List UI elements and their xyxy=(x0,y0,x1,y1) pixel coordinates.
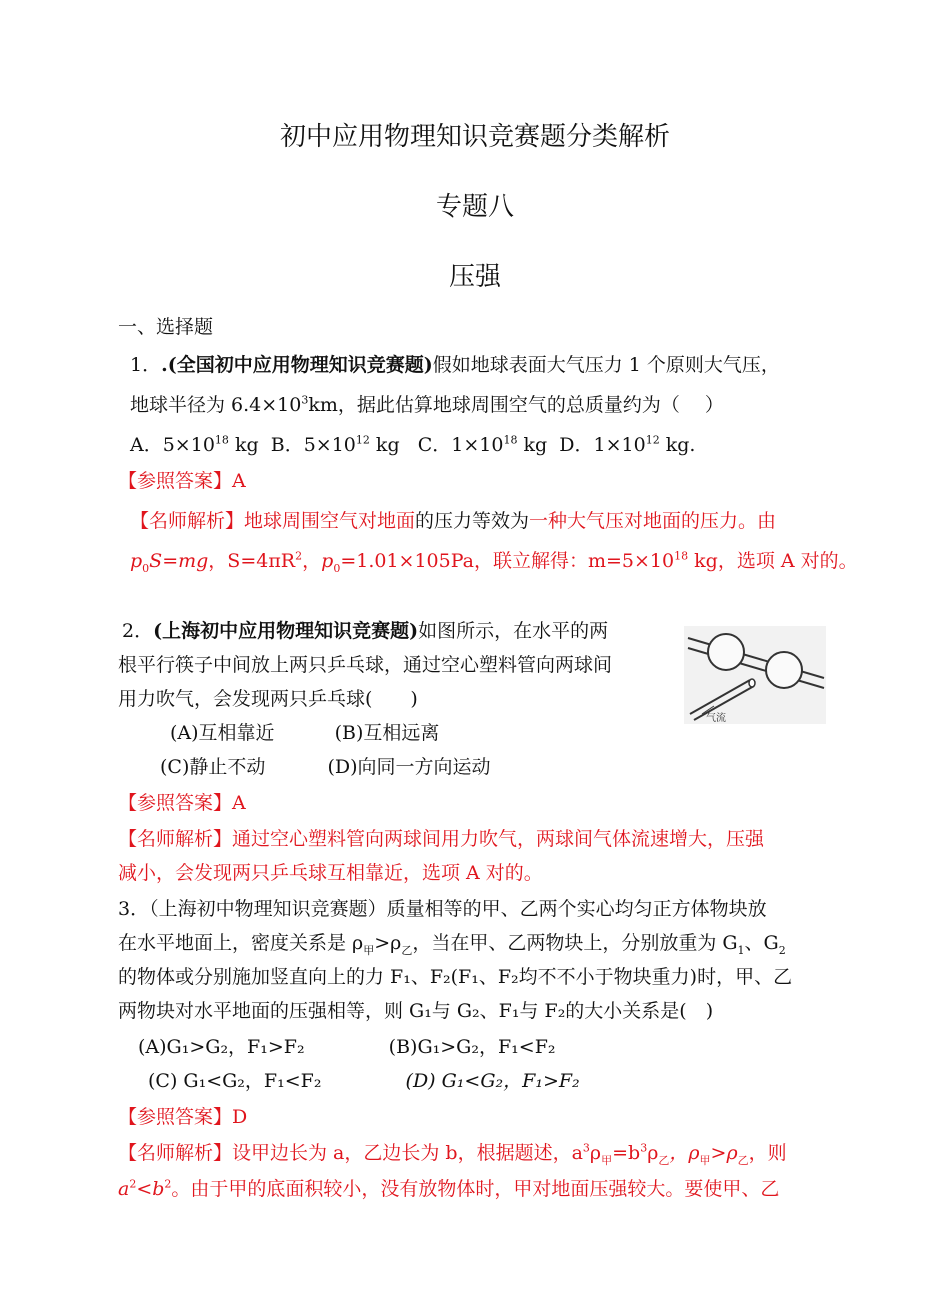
option-d: (D)向同一方向运动 xyxy=(327,756,491,778)
topic-title: 压强 xyxy=(448,262,501,292)
analysis-line: 【名师解析】通过空心塑料管向两球间用力吹气，两球间气体流速增大，压强 xyxy=(118,828,765,850)
question-3-stem-cont2: 的物体或分别施加竖直向上的力 F₁、F₂(F₁、F₂均不不小于物块重力)时，甲、乙 xyxy=(118,966,793,988)
option-c: C．$1\times 10^{18}$ kg xyxy=(417,433,548,456)
option-a: (A)G₁>G₂，F₁>F₂ xyxy=(138,1036,305,1058)
question-3-options-row2 xyxy=(148,1072,580,1091)
analysis-line-cont: $a^2<b^2$。由于甲的底面积较小，没有放物体时，甲对地面压强较大。要使甲、乙 xyxy=(118,1177,780,1200)
question-3-stem-cont3: 两物块对水平地面的压强相等，则 G₁与 G₂、F₁与 F₂的大小关系是( ) xyxy=(118,1000,714,1022)
option-b: B．$5\times 10^{12}$ kg xyxy=(270,433,400,456)
answer-label: 【参照答案】 xyxy=(118,1106,233,1128)
document-subtitle: 专题八 xyxy=(435,192,514,222)
question-2-stem-cont2: 用力吹气，会发现两只乒乓球( ) xyxy=(118,688,418,710)
ping-pong-ball xyxy=(766,652,802,688)
question-source: .(全国初中应用物理知识竞赛题) xyxy=(161,354,433,376)
question-2-stem-cont: 根平行筷子中间放上两只乒乓球，通过空心塑料管向两球间 xyxy=(118,654,613,676)
answer-line xyxy=(118,1108,247,1127)
question-number: 2． xyxy=(122,620,154,642)
question-source: (上海初中应用物理知识竞赛题) xyxy=(153,620,419,642)
ping-pong-figure xyxy=(684,626,826,724)
analysis-label: 【名师解析】 xyxy=(118,828,233,850)
question-3-stem-cont: 在水平地面上，密度关系是 $\rho_甲>\rho_乙$，当在甲、乙两物块上，分别放重为 $G_1$、$G_2$ xyxy=(118,932,786,957)
option-a: A．$5\times 10^{18}$ kg xyxy=(130,433,259,456)
option-d: D．$1\times 10^{12}$ kg. xyxy=(559,433,696,456)
ping-pong-ball xyxy=(708,634,744,670)
question-1-stem xyxy=(130,356,780,375)
question-1-stem-cont: 地球半径为 $6.4\times 10^3km$，据此估算地球周围空气的总质量约为（ ） xyxy=(130,393,724,416)
option-b: (B)互相远离 xyxy=(334,722,440,744)
option-c: (C) G₁<G₂，F₁<F₂ xyxy=(148,1070,322,1092)
section-heading: 一、选择题 xyxy=(118,316,214,338)
airflow-label: 气流 xyxy=(706,713,726,724)
question-1-options xyxy=(130,433,696,456)
analysis-line: 【名师解析】地球周围空气对地面的压力等效为一种大气压对地面的压力。由 xyxy=(130,510,777,532)
option-d: (D) G₁<G₂，F₁>F₂ xyxy=(405,1070,580,1092)
option-c: (C)静止不动 xyxy=(160,756,266,778)
answer-value: A xyxy=(232,792,246,814)
question-2-options-row2 xyxy=(160,758,491,777)
question-3-options-row1 xyxy=(138,1038,556,1057)
analysis-label: 【名师解析】 xyxy=(118,1142,233,1164)
question-text: 假如地球表面大气压力 1 个原则大气压， xyxy=(432,354,780,376)
answer-line xyxy=(118,794,246,813)
answer-value: D xyxy=(232,1106,248,1128)
analysis-label: 【名师解析】 xyxy=(130,510,245,532)
analysis-line-cont: 减小，会发现两只乒乓球互相靠近，选项 A 对的。 xyxy=(118,862,543,884)
answer-label: 【参照答案】 xyxy=(118,470,233,492)
answer-label: 【参照答案】 xyxy=(118,792,233,814)
answer-value: A xyxy=(232,470,246,492)
analysis-line: 【名师解析】设甲边长为 a，乙边长为 b，根据题述，$a^3\rho_甲=b^3\rho_乙$，$\rho_甲>\rho_乙$，则 xyxy=(118,1141,787,1167)
question-number: 3． xyxy=(118,898,150,920)
question-3-stem: 3．（上海初中物理知识竞赛题）质量相等的甲、乙两个实心均匀正方体物块放 xyxy=(118,898,767,920)
answer-line xyxy=(118,472,246,491)
question-number: 1． xyxy=(130,354,162,376)
question-2-options-row1 xyxy=(170,724,439,743)
option-b: (B)G₁>G₂，F₁<F₂ xyxy=(388,1036,556,1058)
analysis-line-cont: $p_0S=mg$，$S=4\pi R^2$，$p_0=1.01\times 105Pa$，联立解得：$m=5\times 10^{18}$ kg，选项 A 对的。 xyxy=(130,549,858,575)
document-title: 初中应用物理知识竞赛题分类解析 xyxy=(279,122,670,152)
option-a: (A)互相靠近 xyxy=(170,722,275,744)
question-2-stem: 2．(上海初中应用物理知识竞赛题)如图所示，在水平的两 xyxy=(122,620,609,642)
